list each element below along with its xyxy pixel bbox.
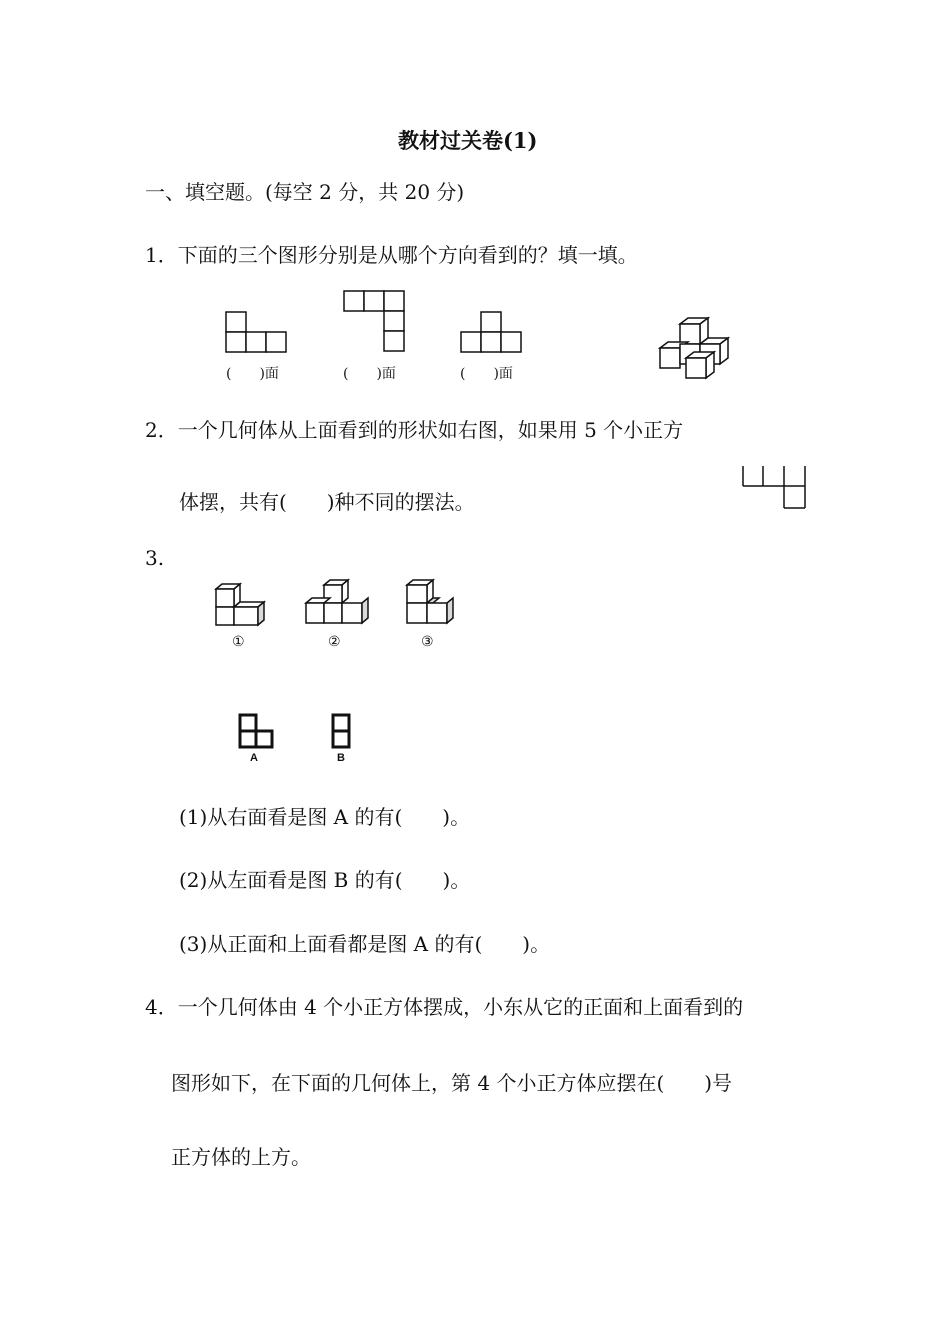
question-3-sub-2: (2)从左面看是图 B 的有( )。 [179,868,471,892]
q1-view-2-figure [344,291,408,355]
q3-label-3: ③ [421,634,434,650]
q1-solid-figure [656,316,732,386]
question-4-line-2: 图形如下，在下面的几何体上，第 4 个小正方体应摆在( )号 [171,1071,733,1095]
question-2-line-2: 体摆，共有( )种不同的摆法。 [179,490,475,514]
question-2-line-1: 2．一个几何体从上面看到的形状如右图，如果用 5 个小正方 [145,418,684,442]
q3-solid-3-figure [405,579,457,627]
q3-view-a-label: A [250,752,258,764]
q3-view-a-figure [238,713,278,749]
q3-view-b-label: B [337,752,345,764]
q1-view-1-figure [226,312,290,354]
q1-blank-3[interactable]: ( )面 [460,366,513,382]
question-1-text: 1．下面的三个图形分别是从哪个方向看到的？填一填。 [145,243,638,267]
q3-view-b-figure [331,713,353,749]
q3-label-2: ② [328,634,341,650]
q2-top-view-figure [743,466,809,512]
question-3-sub-3: (3)从正面和上面看都是图 A 的有( )。 [179,932,551,956]
question-3-number: 3. [145,546,165,570]
question-3-sub-1: (1)从右面看是图 A 的有( )。 [179,805,471,829]
section-heading: 一、填空题。(每空 2 分，共 20 分) [145,180,465,204]
q1-view-3-figure [461,312,525,354]
q1-blank-2[interactable]: ( )面 [343,366,396,382]
question-4-line-1: 4．一个几何体由 4 个小正方体摆成，小东从它的正面和上面看到的 [145,995,744,1019]
page-title: 教材过关卷(1) [398,128,538,153]
q3-solid-2-figure [302,579,370,627]
q1-blank-1[interactable]: ( )面 [226,366,279,382]
q3-solid-1-figure [214,581,268,629]
q3-label-1: ① [232,634,245,650]
question-4-line-3: 正方体的上方。 [171,1145,311,1169]
